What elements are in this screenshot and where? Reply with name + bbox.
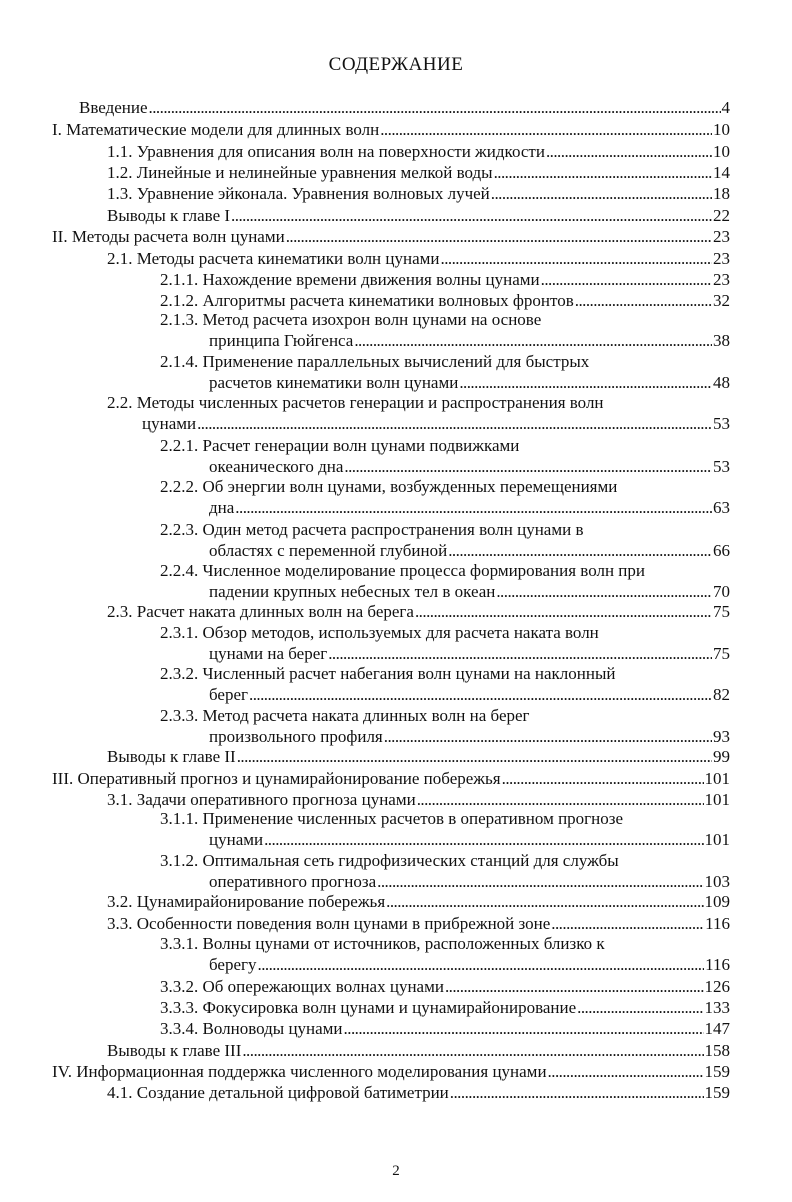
toc-entry-title: 2.2.1. Расчет генерации волн цунами подвижками xyxy=(160,436,520,455)
toc-entry-page: 133 xyxy=(704,998,730,1017)
toc-entry-page: 66 xyxy=(713,541,730,560)
toc-entry-title: 2.2.4. Численное моделирование процесса формирования волн при xyxy=(160,561,645,580)
toc-entry xyxy=(107,162,730,183)
dot-leader xyxy=(417,789,704,810)
toc-entry-page: 101 xyxy=(704,830,730,849)
toc-entry-page: 4 xyxy=(721,98,730,117)
toc-entry xyxy=(209,643,730,664)
toc-entry xyxy=(107,205,730,226)
toc-entry xyxy=(209,372,730,393)
toc-entry-title: 3.3.4. Волноводы цунами xyxy=(160,1019,343,1038)
toc-entry xyxy=(209,684,730,705)
dot-leader xyxy=(551,913,704,934)
toc-entry-title: цунами xyxy=(142,414,197,433)
dot-leader xyxy=(258,954,705,975)
toc-entry-title: 3.3. Особенности поведения волн цунами в прибрежной зоне xyxy=(107,914,551,933)
toc-entry xyxy=(160,1018,730,1039)
toc-entry-title: Выводы к главе II xyxy=(107,747,236,766)
toc-entry xyxy=(209,581,730,602)
toc-entry-page: 116 xyxy=(705,914,730,933)
toc-entry xyxy=(107,1040,730,1061)
toc-entry-title: оперативного прогноза xyxy=(209,872,377,891)
toc-entry xyxy=(209,497,730,518)
toc-entry-title: принципа Гюйгенса xyxy=(209,331,354,350)
toc-entry-title: 1.2. Линейные и нелинейные уравнения мелкой воды xyxy=(107,163,493,182)
toc-entry-page: 116 xyxy=(705,955,730,974)
toc-entry-title: берег xyxy=(209,685,248,704)
toc-entry-title: II. Методы расчета волн цунами xyxy=(52,227,285,246)
dot-leader xyxy=(575,290,712,311)
toc-entry-title: цунами xyxy=(209,830,264,849)
toc-entry-title: 1.1. Уравнения для описания волн на поверхности жидкости xyxy=(107,142,545,161)
toc-entry-title: 2.3. Расчет наката длинных волн на берега xyxy=(107,602,414,621)
dot-leader xyxy=(448,540,712,561)
dot-leader xyxy=(231,205,712,226)
toc-entry xyxy=(107,1082,730,1103)
dot-leader xyxy=(384,726,712,747)
dot-leader xyxy=(548,1061,704,1082)
dot-leader xyxy=(541,269,712,290)
dot-leader xyxy=(237,746,712,767)
toc-entry-title: падении крупных небесных тел в океан xyxy=(209,582,496,601)
toc-entry-page: 18 xyxy=(713,184,730,203)
dot-leader xyxy=(264,829,703,850)
dot-leader xyxy=(380,119,712,140)
toc-entry xyxy=(107,141,730,162)
toc-entry xyxy=(107,601,730,622)
toc-entry-title: дна xyxy=(209,498,235,517)
toc-entry-title: цунами на берег xyxy=(209,644,328,663)
toc-entry-page: 159 xyxy=(704,1062,730,1081)
dot-leader xyxy=(377,871,703,892)
toc-entry-page: 32 xyxy=(713,291,730,310)
toc-entry-page: 48 xyxy=(713,373,730,392)
toc-entry-title: 2.1. Методы расчета кинематики волн цунами xyxy=(107,249,440,268)
toc-entry-title: 3.3.3. Фокусировка волн цунами и цунамирайонирование xyxy=(160,998,577,1017)
dot-leader xyxy=(286,226,712,247)
toc-entry-page: 10 xyxy=(713,120,730,139)
dot-leader xyxy=(450,1082,704,1103)
page-number: 2 xyxy=(392,1163,400,1179)
dot-leader xyxy=(459,372,712,393)
toc-entry-page: 147 xyxy=(704,1019,730,1038)
toc-entry-title: 3.3.1. Волны цунами от источников, расположенных близко к xyxy=(160,934,605,953)
toc-entry-title: III. Оперативный прогноз и цунамирайонирование побережья xyxy=(52,769,501,788)
toc-entry-page: 70 xyxy=(713,582,730,601)
toc-entry-title: I. Математические модели для длинных волн xyxy=(52,120,380,139)
toc-entry-page: 23 xyxy=(713,249,730,268)
toc-entry-title: IV. Информационная поддержка численного моделирования цунами xyxy=(52,1062,547,1081)
toc-entry-title: 2.2.2. Об энергии волн цунами, возбужденных перемещениями xyxy=(160,477,618,496)
dot-leader xyxy=(354,330,712,351)
toc-entry-page: 101 xyxy=(704,769,730,788)
toc-entry xyxy=(52,768,730,789)
toc-entry-page: 63 xyxy=(713,498,730,517)
toc-entry-page: 99 xyxy=(713,747,730,766)
dot-leader xyxy=(415,601,712,622)
toc-entry-page: 82 xyxy=(713,685,730,704)
toc-entry-title: 2.3.3. Метод расчета наката длинных волн на берег xyxy=(160,706,530,725)
toc-entry-title: расчетов кинематики волн цунами xyxy=(209,373,459,392)
dot-leader xyxy=(491,183,712,204)
toc-entry-page: 158 xyxy=(704,1041,730,1060)
toc-entry-page: 103 xyxy=(704,872,730,891)
toc-entry-page: 109 xyxy=(704,892,730,911)
toc-entry-title: 2.2. Методы численных расчетов генерации и распространения волн xyxy=(107,393,604,412)
toc-entry-page: 93 xyxy=(713,727,730,746)
toc-entry xyxy=(160,997,730,1018)
toc-entry xyxy=(209,829,730,850)
toc-entry xyxy=(160,290,730,311)
toc-entry-title: 1.3. Уравнение эйконала. Уравнения волновых лучей xyxy=(107,184,490,203)
toc-entry xyxy=(52,119,730,140)
dot-leader xyxy=(496,581,712,602)
toc-entry xyxy=(209,954,730,975)
toc-entry-title: 2.1.3. Метод расчета изохрон волн цунами на основе xyxy=(160,310,542,329)
toc-entry-page: 22 xyxy=(713,206,730,225)
toc-entry xyxy=(107,183,730,204)
toc-entry-title: 2.3.2. Численный расчет набегания волн цунами на наклонный xyxy=(160,664,616,683)
toc-entry-page: 75 xyxy=(713,602,730,621)
toc-entry-title: областях с переменной глубиной xyxy=(209,541,448,560)
toc-entry-title: 2.1.4. Применение параллельных вычислений для быстрых xyxy=(160,352,590,371)
toc-entry-title: 2.3.1. Обзор методов, используемых для расчета наката волн xyxy=(160,623,599,642)
dot-leader xyxy=(441,248,713,269)
page-title: СОДЕРЖАНИЕ xyxy=(328,54,464,75)
dot-leader xyxy=(149,97,721,118)
dot-leader xyxy=(502,768,704,789)
toc-entry xyxy=(209,540,730,561)
toc-entry-page: 38 xyxy=(713,331,730,350)
toc-entry xyxy=(52,226,730,247)
toc-entry xyxy=(209,726,730,747)
dot-leader xyxy=(328,643,712,664)
toc-entry xyxy=(107,913,730,934)
toc-entry-title: 3.1.2. Оптимальная сеть гидрофизических станций для службы xyxy=(160,851,619,870)
toc-entry xyxy=(107,891,730,912)
toc-entry xyxy=(209,871,730,892)
toc-entry xyxy=(52,1061,730,1082)
toc-entry-title: 2.1.2. Алгоритмы расчета кинематики волновых фронтов xyxy=(160,291,574,310)
dot-leader xyxy=(577,997,703,1018)
toc-entry-title: берегу xyxy=(209,955,257,974)
dot-leader xyxy=(546,141,712,162)
toc-entry-title: 4.1. Создание детальной цифровой батиметрии xyxy=(107,1083,449,1102)
dot-leader xyxy=(235,497,712,518)
toc-entry xyxy=(107,789,730,810)
toc-entry-page: 10 xyxy=(713,142,730,161)
toc-entry xyxy=(79,97,730,118)
toc-entry xyxy=(160,976,730,997)
dot-leader xyxy=(242,1040,703,1061)
toc-entry-page: 14 xyxy=(713,163,730,182)
dot-leader xyxy=(197,413,712,434)
toc-entry-page: 53 xyxy=(713,457,730,476)
toc-entry-title: 2.1.1. Нахождение времени движения волны цунами xyxy=(160,270,540,289)
dot-leader xyxy=(344,456,712,477)
toc-entry-title: 3.1.1. Применение численных расчетов в оперативном прогнозе xyxy=(160,809,624,828)
dot-leader xyxy=(445,976,704,997)
toc-entry-page: 126 xyxy=(704,977,730,996)
toc-entry-title: океанического дна xyxy=(209,457,344,476)
dot-leader xyxy=(249,684,712,705)
toc-entry-title: 2.2.3. Один метод расчета распространения волн цунами в xyxy=(160,520,584,539)
toc-entry xyxy=(142,413,730,434)
toc-entry-title: Выводы к главе III xyxy=(107,1041,242,1060)
toc-entry-title: Выводы к главе I xyxy=(107,206,231,225)
toc-entry xyxy=(209,456,730,477)
toc-entry xyxy=(160,269,730,290)
toc-entry-page: 23 xyxy=(713,270,730,289)
toc-entry xyxy=(209,330,730,351)
toc-entry xyxy=(107,746,730,767)
toc-entry-title: произвольного профиля xyxy=(209,727,383,746)
toc-entry-title: Введение xyxy=(79,98,148,117)
toc-entry-page: 101 xyxy=(704,790,730,809)
dot-leader xyxy=(344,1018,704,1039)
toc-entry xyxy=(107,248,730,269)
toc-entry-page: 159 xyxy=(704,1083,730,1102)
toc-entry-title: 3.2. Цунамирайонирование побережья xyxy=(107,892,386,911)
toc-entry-title: 3.3.2. Об опережающих волнах цунами xyxy=(160,977,444,996)
dot-leader xyxy=(494,162,712,183)
toc-entry-title: 3.1. Задачи оперативного прогноза цунами xyxy=(107,790,416,809)
dot-leader xyxy=(386,891,703,912)
toc-entry-page: 23 xyxy=(713,227,730,246)
toc-entry-page: 53 xyxy=(713,414,730,433)
toc-entry-page: 75 xyxy=(713,644,730,663)
